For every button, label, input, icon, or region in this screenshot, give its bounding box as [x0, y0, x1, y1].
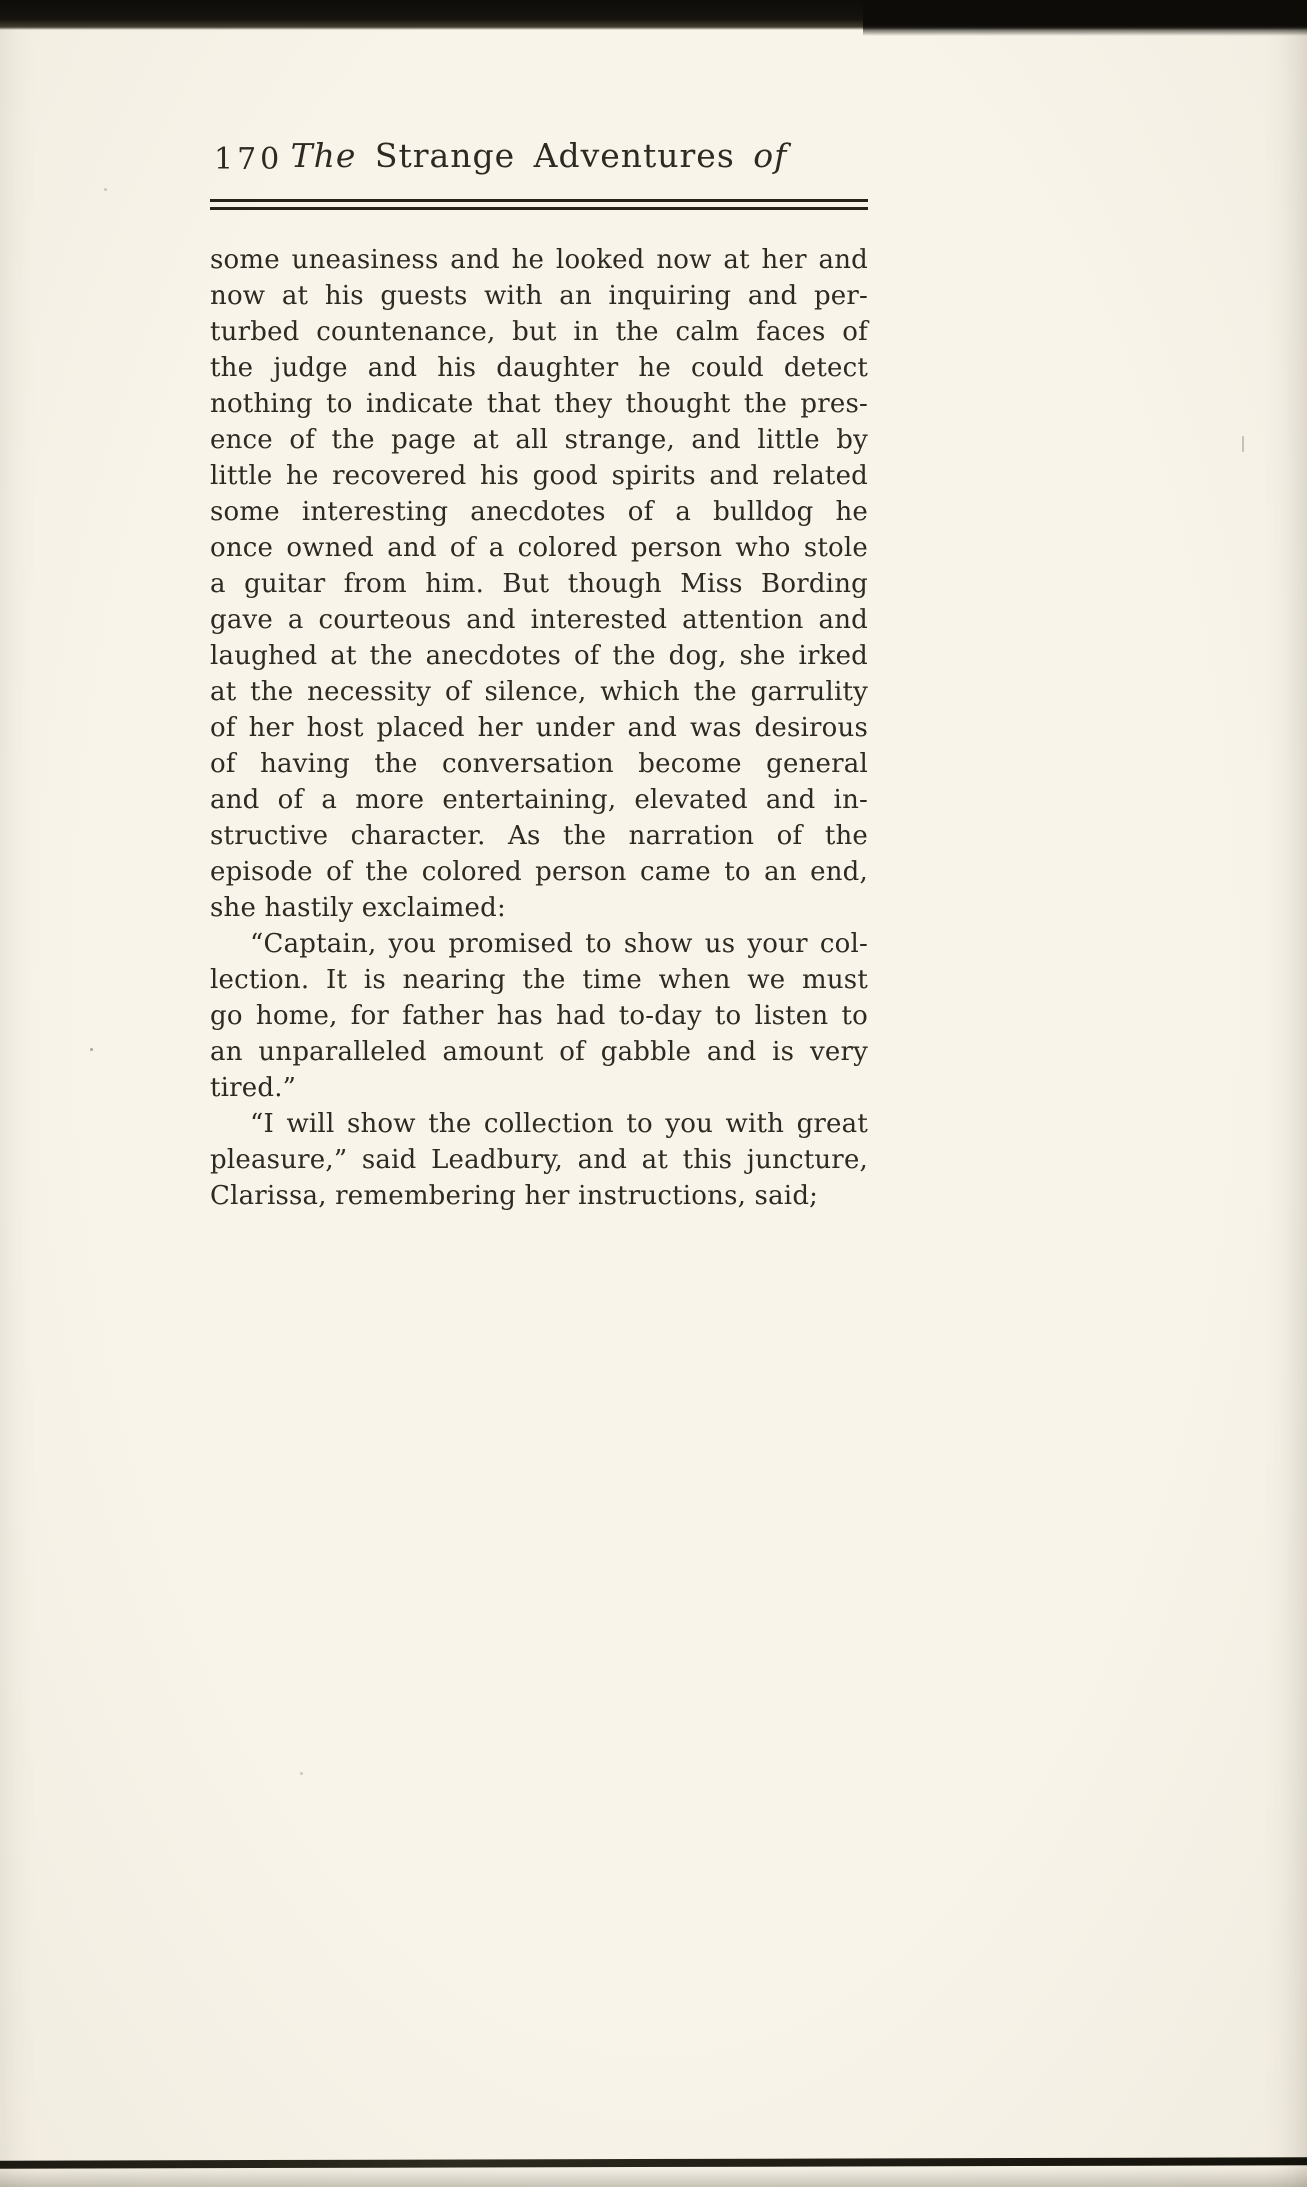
text-line: “I will show the collection to you with great [250, 1109, 868, 1139]
double-rule [210, 199, 868, 210]
text-line: turbed countenance, but in the calm faces of [210, 317, 868, 347]
text-line: some uneasiness and he looked now at her and [210, 245, 868, 275]
text-line: a guitar from him. But though Miss Bording [210, 569, 868, 599]
text-line: ence of the page at all strange, and little by [210, 425, 868, 455]
text-line: of having the conversation become general [210, 749, 868, 779]
text-line: structive character. As the narration of the [210, 821, 868, 851]
text-line: an unparalleled amount of gabble and is very [210, 1037, 868, 1067]
text-line: go home, for father has had to-day to listen to [210, 1001, 868, 1031]
text-line: tired.” [210, 1073, 297, 1103]
text-line: Clarissa, remembering her instructions, said; [210, 1181, 819, 1211]
text-line: “Captain, you promised to show us your col- [250, 929, 868, 959]
scan-edge-bottom [0, 2167, 1307, 2187]
text-line: gave a courteous and interested attention and [210, 605, 868, 635]
text-line: she hastily exclaimed: [210, 893, 506, 923]
text-line: laughed at the anecdotes of the dog, she irked [210, 641, 868, 671]
running-header [210, 136, 868, 184]
text-line: some interesting anecdotes of a bulldog he [210, 497, 868, 527]
text-line: nothing to indicate that they thought the pres- [210, 389, 868, 419]
page-number: 170 [214, 142, 284, 177]
text-line: little he recovered his good spirits and related [210, 461, 868, 491]
running-title-the: The [290, 136, 357, 175]
text-line: and of a more entertaining, elevated and in- [210, 785, 868, 815]
scan-speck [90, 1048, 93, 1051]
text-line: once owned and of a colored person who stole [210, 533, 868, 563]
text-line: lection. It is nearing the time when we must [210, 965, 868, 995]
text-line: the judge and his daughter he could detect [210, 353, 868, 383]
scan-speck [300, 1772, 303, 1775]
scan-speck [104, 188, 107, 191]
running-title-of: of [753, 136, 788, 175]
running-title-main: Strange Adventures [356, 136, 754, 175]
text-line: of her host placed her under and was desirous [210, 713, 868, 743]
text-line: pleasure,” said Leadbury, and at this juncture, [210, 1145, 868, 1175]
text-line: now at his guests with an inquiring and per- [210, 281, 868, 311]
page-content [210, 0, 868, 1214]
text-line: episode of the colored person came to an end, [210, 857, 868, 887]
scan-speck [1242, 436, 1244, 452]
text-line: at the necessity of silence, which the garrulity [210, 677, 868, 707]
running-title [210, 136, 868, 175]
body-text [210, 242, 868, 1214]
